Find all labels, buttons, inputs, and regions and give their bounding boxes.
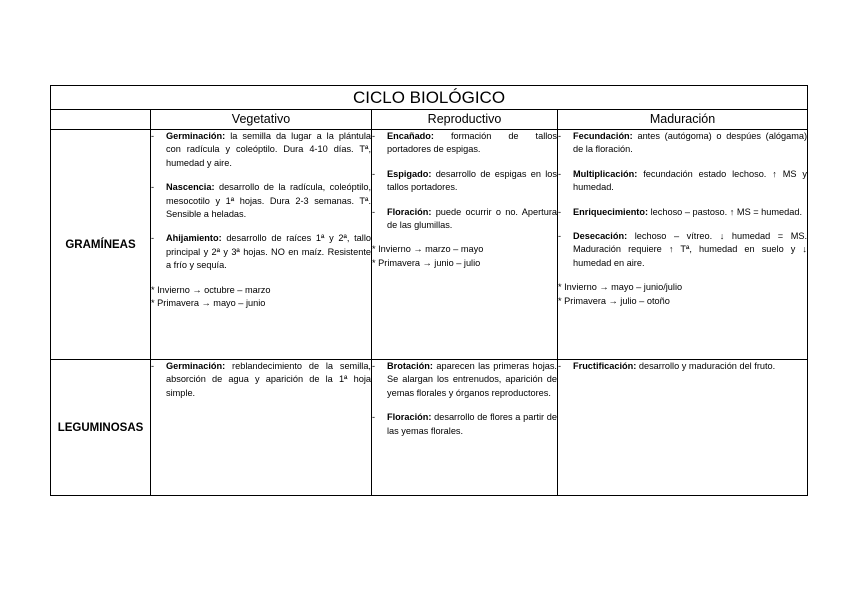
list-item (151, 181, 371, 221)
cell-leguminosas-vegetativo (151, 360, 372, 496)
biological-cycle-table (50, 85, 808, 496)
stage-description: fecundación estado lechoso. ↑ MS y humedad. (573, 168, 808, 193)
header-row (51, 110, 808, 130)
column-header-vegetativo: Vegetativo (151, 110, 372, 130)
stage-term: Floración: (387, 412, 432, 423)
stage-description: reblandecimiento de la semilla, absorción de agua y aparición de la 1ª hoja simple. (166, 361, 371, 398)
list-item (558, 130, 807, 157)
stage-description: la semilla da lugar a la plántula con radícula y coleóptilo. Dura 4-10 días. Tª, humedad y aire. (166, 131, 371, 168)
list-item (558, 360, 807, 373)
stage-term: Brotación: (387, 361, 433, 371)
stage-description: desarrollo de la radícula, coleóptilo, mesocotilo y 1ª hojas. Dura 2-3 semanas. Tª. Sensible a heladas. (166, 182, 371, 220)
list-item (558, 206, 807, 219)
list-item (151, 360, 371, 400)
season-note: * Invierno → marzo – mayo (372, 244, 484, 255)
column-header-reproductivo: Reproductivo (372, 110, 558, 130)
stage-description: lechoso – vítreo. ↓ humedad = MS. Maduración requiere ↑ Tª, humedad en suelo y ↓ humedad en aire. (573, 231, 808, 268)
stage-description: desarrollo de flores a partir de las yemas florales. (387, 412, 557, 436)
cell-leguminosas-reproductivo (372, 360, 558, 496)
stage-list (151, 130, 371, 273)
list-item (151, 130, 371, 170)
stage-term: Espigado: (387, 168, 432, 179)
cell-gramineas-maduracion (558, 130, 808, 360)
stage-term: Fecundación: (573, 131, 633, 141)
row-label-gramineas: GRAMÍNEAS (51, 130, 151, 360)
cell-gramineas-vegetativo (151, 130, 372, 360)
stage-description: antes (autógoma) o despúes (alógama) de la floración. (573, 131, 808, 155)
column-header-maduracion: Maduración (558, 110, 808, 130)
row-label-leguminosas: LEGUMINOSAS (51, 360, 151, 496)
list-item (558, 168, 807, 195)
stage-term: Enriquecimiento: (573, 206, 649, 217)
season-note: * Primavera → mayo – junio (151, 298, 266, 309)
stage-list (372, 360, 557, 438)
stage-term: Nascencia: (166, 182, 215, 193)
cell-leguminosas-maduracion (558, 360, 808, 496)
list-item (372, 411, 557, 438)
season-notes (151, 284, 371, 311)
stage-description: desarrollo de espigas en los tallos portadores. (387, 168, 557, 193)
stage-description: lechoso – pastoso. ↑ MS = humedad. (648, 206, 803, 217)
cell-gramineas-reproductivo (372, 130, 558, 360)
table-title: CICLO BIOLÓGICO (51, 86, 808, 110)
stage-term: Fructificación: (573, 361, 637, 371)
stage-list (151, 360, 371, 400)
season-note: * Invierno → octubre – marzo (151, 284, 271, 295)
stage-term: Desecación: (573, 231, 628, 242)
stage-term: Germinación: (166, 131, 226, 141)
stage-description: aparecen las primeras hojas. Se alargan los entrenudos, aparición de yemas florales y órganos reproductores. (387, 361, 557, 398)
list-item (372, 360, 557, 400)
season-notes (372, 243, 557, 270)
corner-cell (51, 110, 151, 130)
stage-description: desarrollo de raíces 1ª y 2ª, tallo principal y 2ª y 3ª hojas. NO en maíz. Resistente a frío y sequía. (166, 233, 371, 271)
stage-term: Encañado: (387, 131, 434, 141)
table-row (51, 130, 808, 360)
list-item (372, 168, 557, 195)
stage-description: formación de tallos portadores de espigas. (387, 131, 557, 155)
season-notes (558, 281, 807, 308)
list-item (558, 230, 807, 270)
season-note: * Primavera → junio – julio (372, 257, 481, 268)
stage-description: desarrollo y maduración del fruto. (636, 361, 776, 371)
stage-term: Multiplicación: (573, 168, 638, 179)
list-item (151, 232, 371, 272)
stage-list (372, 130, 557, 232)
stage-list (558, 130, 807, 270)
stage-description: puede ocurrir o no. Apertura de las glumillas. (387, 206, 557, 231)
table-row (51, 360, 808, 496)
season-note: * Primavera → julio – otoño (558, 295, 670, 306)
stage-term: Floración: (387, 206, 432, 217)
title-row (51, 86, 808, 110)
list-item (372, 130, 557, 157)
stage-term: Ahijamiento: (166, 233, 222, 244)
list-item (372, 206, 557, 233)
stage-term: Germinación: (166, 361, 226, 371)
season-note: * Invierno → mayo – junio/julio (558, 282, 683, 293)
stage-list (558, 360, 807, 373)
